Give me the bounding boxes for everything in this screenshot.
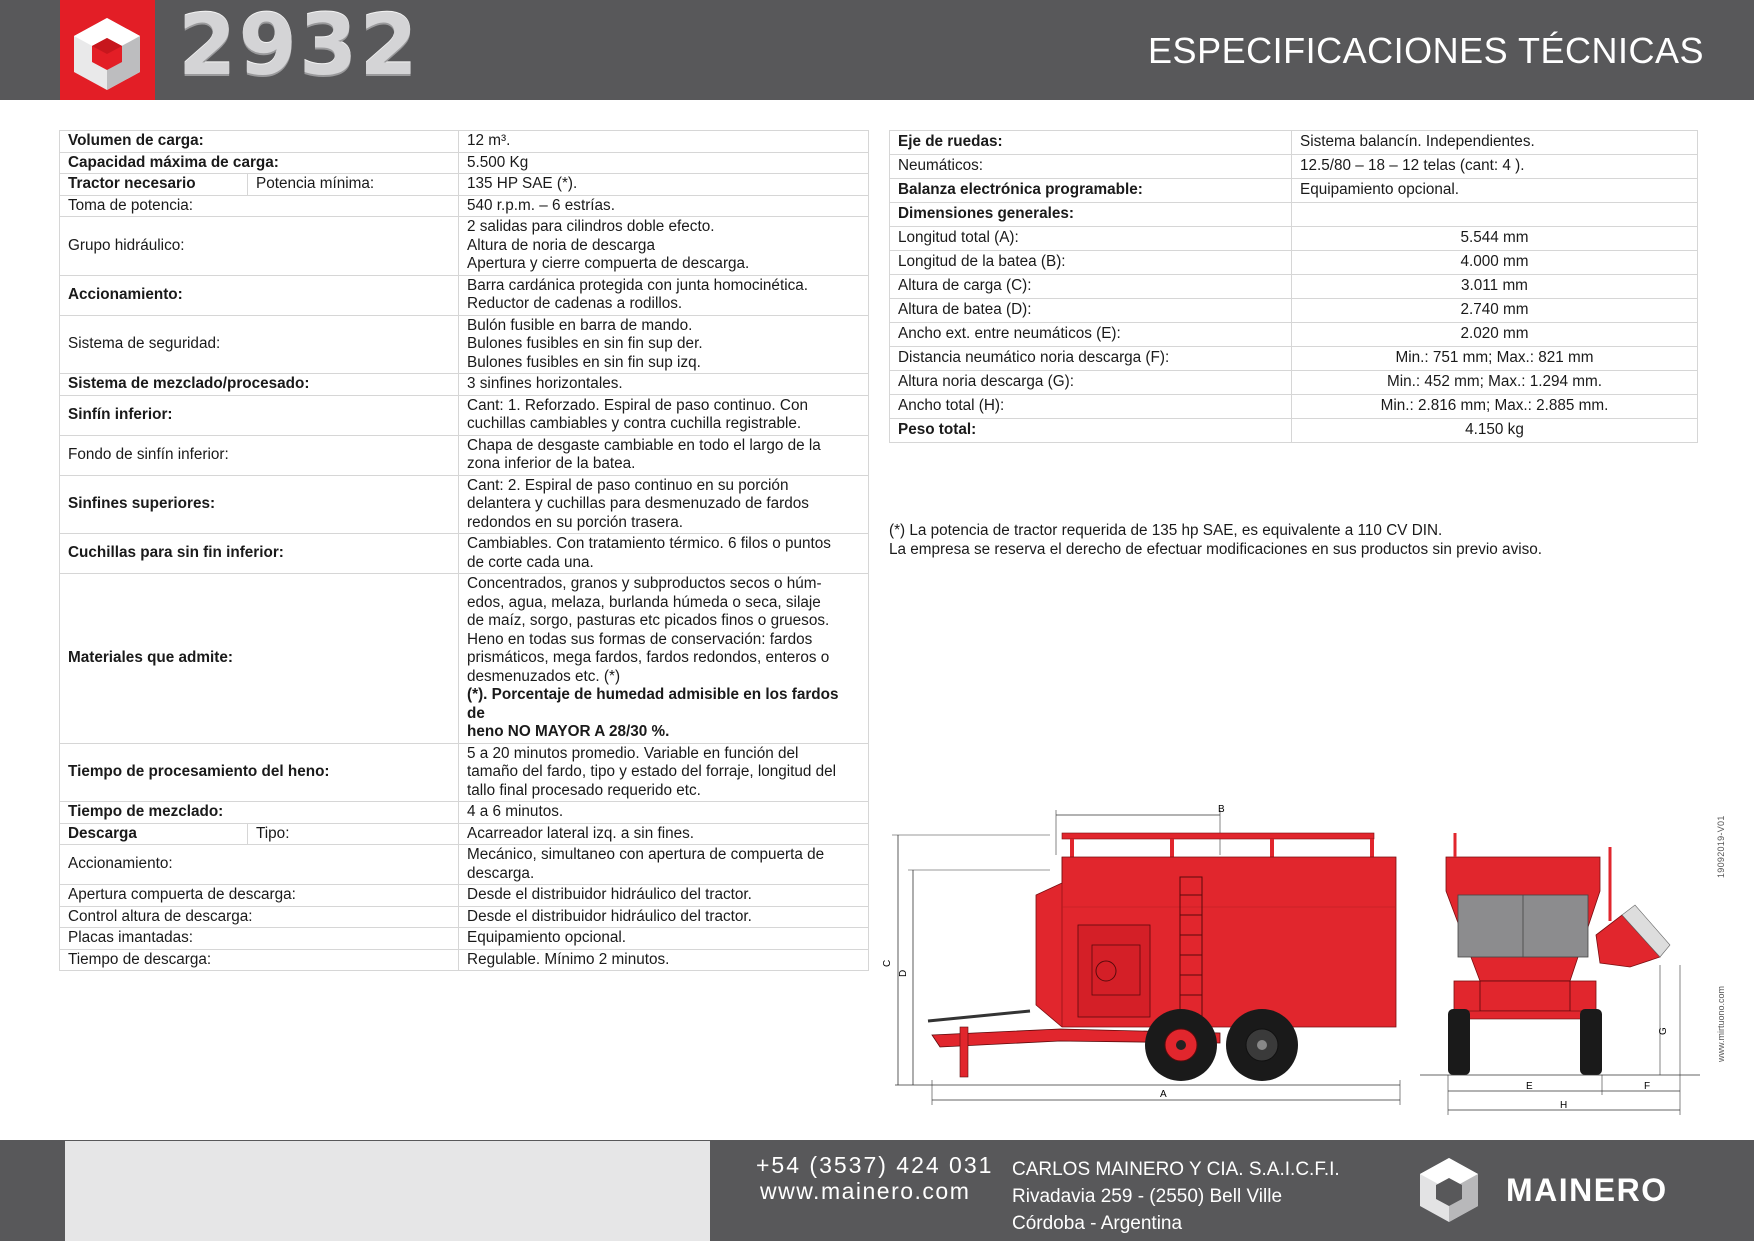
spec-row xyxy=(60,534,869,574)
spec-label: Capacidad máxima de carga: xyxy=(60,152,459,174)
side-view-drawing xyxy=(882,804,1400,1105)
spec-row xyxy=(60,315,869,374)
spec-value: Desde el distribuidor hidráulico del tractor. xyxy=(459,906,869,928)
spec-row xyxy=(60,195,869,217)
spec-label: Longitud de la batea (B): xyxy=(890,251,1292,275)
region: Córdoba - Argentina xyxy=(1012,1213,1183,1234)
footnotes xyxy=(889,522,1542,559)
spec-value: Mecánico, simultaneo con apertura de compuerta de descarga. xyxy=(459,845,869,885)
spec-value: Cant: 1. Reforzado. Espiral de paso continuo. Con cuchillas cambiables y contra cuchilla registrable. xyxy=(459,395,869,435)
dim-label-A: A xyxy=(1160,1089,1167,1100)
spec-value: Cant: 2. Espiral de paso continuo en su porción delantera y cuchillas para desmenuzado de fardos redondos en su porción trasera. xyxy=(459,475,869,534)
spec-row xyxy=(890,371,1698,395)
spec-row xyxy=(60,475,869,534)
spec-row xyxy=(60,949,869,971)
spec-row xyxy=(60,395,869,435)
dim-label-B: B xyxy=(1218,804,1225,815)
footnote-disclaimer: La empresa se reserva el derecho de efectuar modificaciones en sus productos sin previo aviso. xyxy=(889,540,1543,558)
spec-row xyxy=(60,574,869,744)
spec-label: Apertura compuerta de descarga: xyxy=(60,885,459,907)
page-title: ESPECIFICACIONES TÉCNICAS xyxy=(1148,30,1704,71)
spec-value: 540 r.p.m. – 6 estrías. xyxy=(459,195,869,217)
model-number: 2932 xyxy=(178,0,420,94)
spec-label: Accionamiento: xyxy=(60,845,459,885)
spec-value: Min.: 751 mm; Max.: 821 mm xyxy=(1292,347,1698,371)
spec-label: Descarga xyxy=(60,823,248,845)
spec-label: Fondo de sinfín inferior: xyxy=(60,435,459,475)
spec-label: Altura noria descarga (G): xyxy=(890,371,1292,395)
spec-label: Accionamiento: xyxy=(60,275,459,315)
design-credit: www.mirtuono.com xyxy=(1716,985,1726,1062)
spec-value: 135 HP SAE (*). xyxy=(459,174,869,196)
brand-name: MAINERO xyxy=(1506,1172,1668,1208)
spec-row xyxy=(60,435,869,475)
cube-logo-icon xyxy=(60,0,155,100)
spec-row xyxy=(890,299,1698,323)
spec-value: 4.000 mm xyxy=(1292,251,1698,275)
right-spec-table xyxy=(889,130,1698,443)
spec-value: 3 sinfines horizontales. xyxy=(459,374,869,396)
spec-row xyxy=(890,275,1698,299)
spec-row xyxy=(890,227,1698,251)
footer-cube-logo-icon xyxy=(1418,1156,1480,1224)
spec-label: Ancho ext. entre neumáticos (E): xyxy=(890,323,1292,347)
technical-drawings xyxy=(880,795,1700,1130)
spec-label: Sinfín inferior: xyxy=(60,395,459,435)
spec-value: Min.: 2.816 mm; Max.: 2.885 mm. xyxy=(1292,395,1698,419)
company-address xyxy=(1012,1156,1340,1237)
spec-value: Barra cardánica protegida con junta homocinética. Reductor de cadenas a rodillos. xyxy=(459,275,869,315)
spec-value: Min.: 452 mm; Max.: 1.294 mm. xyxy=(1292,371,1698,395)
spec-label: Placas imantadas: xyxy=(60,928,459,950)
spec-label: Eje de ruedas: xyxy=(890,131,1292,155)
spec-label: Altura de batea (D): xyxy=(890,299,1292,323)
spec-value: 4 a 6 minutos. xyxy=(459,802,869,824)
spec-label: Distancia neumático noria descarga (F): xyxy=(890,347,1292,371)
spec-label: Longitud total (A): xyxy=(890,227,1292,251)
spec-row xyxy=(60,885,869,907)
spec-row xyxy=(60,152,869,174)
spec-row xyxy=(890,395,1698,419)
spec-value: Equipamiento opcional. xyxy=(1292,179,1698,203)
spec-label: Tiempo de procesamiento del heno: xyxy=(60,743,459,802)
spec-row xyxy=(890,131,1698,155)
spec-row xyxy=(60,174,869,196)
spec-label: Dimensiones generales: xyxy=(890,203,1292,227)
spec-value xyxy=(1292,203,1698,227)
spec-value: Sistema balancín. Independientes. xyxy=(1292,131,1698,155)
spec-row xyxy=(890,323,1698,347)
spec-label: Tiempo de mezclado: xyxy=(60,802,459,824)
spec-value: 2.740 mm xyxy=(1292,299,1698,323)
footer-light-panel xyxy=(65,1141,710,1241)
dim-label-F: F xyxy=(1644,1081,1651,1092)
spec-row xyxy=(60,802,869,824)
spec-row xyxy=(60,823,869,845)
phone-number: +54 (3537) 424 031 xyxy=(756,1152,994,1178)
spec-row xyxy=(60,217,869,276)
dim-label-C: C xyxy=(882,959,893,967)
spec-value: Desde el distribuidor hidráulico del tractor. xyxy=(459,885,869,907)
spec-label: Tiempo de descarga: xyxy=(60,949,459,971)
spec-value: 3.011 mm xyxy=(1292,275,1698,299)
spec-row xyxy=(60,906,869,928)
spec-value: 12.5/80 – 18 – 12 telas (cant: 4 ). xyxy=(1292,155,1698,179)
spec-label: Grupo hidráulico: xyxy=(60,217,459,276)
spec-label: Cuchillas para sin fin inferior: xyxy=(60,534,459,574)
spec-value: 4.150 kg xyxy=(1292,419,1698,443)
spec-value: Cambiables. Con tratamiento térmico. 6 filos o puntos de corte cada una. xyxy=(459,534,869,574)
company-name: CARLOS MAINERO Y CIA. S.A.I.C.F.I. xyxy=(1012,1159,1340,1180)
dim-label-D: D xyxy=(898,969,909,977)
footnote-power: (*) La potencia de tractor requerida de 135 hp SAE, es equivalente a 110 CV DIN. xyxy=(889,522,1443,539)
spec-value: Regulable. Mínimo 2 minutos. xyxy=(459,949,869,971)
spec-sublabel: Tipo: xyxy=(248,823,459,845)
rear-view-drawing xyxy=(1420,833,1700,1115)
spec-value: 5.544 mm xyxy=(1292,227,1698,251)
spec-value: 12 m³. xyxy=(459,131,869,153)
spec-row xyxy=(60,928,869,950)
spec-label: Volumen de carga: xyxy=(60,131,459,153)
spec-label: Altura de carga (C): xyxy=(890,275,1292,299)
dim-label-G: G xyxy=(1658,1027,1669,1035)
spec-label: Tractor necesario xyxy=(60,174,248,196)
spec-row xyxy=(60,131,869,153)
version-code: 19092019-V01 xyxy=(1716,815,1726,878)
spec-value: Concentrados, granos y subproductos secos o húm- edos, agua, melaza, burlanda húmeda o seca, silaje de maíz, sorgo, pasturas etc picados finos o gruesos. Heno en todas sus formas de conservación: fardos prismáticos, mega fardos, fardos redondos, enteros o desmenuzados etc. (*) (*). Porcentaje de humedad admisible en los fardos de heno NO MAYOR A 28/30 %. xyxy=(459,574,869,744)
spec-label: Control altura de descarga: xyxy=(60,906,459,928)
spec-label: Sistema de mezclado/procesado: xyxy=(60,374,459,396)
spec-row xyxy=(890,419,1698,443)
spec-label: Neumáticos: xyxy=(890,155,1292,179)
spec-label: Balanza electrónica programable: xyxy=(890,179,1292,203)
spec-sublabel: Potencia mínima: xyxy=(248,174,459,196)
spec-label: Peso total: xyxy=(890,419,1292,443)
spec-value: 2 salidas para cilindros doble efecto. Altura de noria de descarga Apertura y cierre compuerta de descarga. xyxy=(459,217,869,276)
spec-row xyxy=(60,743,869,802)
spec-row xyxy=(890,251,1698,275)
spec-row xyxy=(60,374,869,396)
dim-label-H: H xyxy=(1560,1100,1568,1111)
left-spec-table xyxy=(59,130,869,971)
website-link[interactable]: www.mainero.com xyxy=(760,1178,971,1204)
machine-drawing xyxy=(880,795,1700,1125)
spec-value: Equipamiento opcional. xyxy=(459,928,869,950)
dim-label-E: E xyxy=(1526,1081,1533,1092)
spec-value: Bulón fusible en barra de mando. Bulones fusibles en sin fin sup der. Bulones fusibles en sin fin sup izq. xyxy=(459,315,869,374)
spec-row xyxy=(60,275,869,315)
spec-value: Chapa de desgaste cambiable en todo el largo de la zona inferior de la batea. xyxy=(459,435,869,475)
spec-label: Materiales que admite: xyxy=(60,574,459,744)
spec-label: Sistema de seguridad: xyxy=(60,315,459,374)
spec-row xyxy=(890,347,1698,371)
spec-label: Sinfines superiores: xyxy=(60,475,459,534)
spec-row xyxy=(890,203,1698,227)
spec-label: Ancho total (H): xyxy=(890,395,1292,419)
spec-row xyxy=(890,179,1698,203)
brand-logo xyxy=(60,0,155,100)
street-address: Rivadavia 259 - (2550) Bell Ville xyxy=(1012,1186,1283,1207)
spec-row xyxy=(60,845,869,885)
spec-label: Toma de potencia: xyxy=(60,195,459,217)
spec-value: Acarreador lateral izq. a sin fines. xyxy=(459,823,869,845)
spec-value: 2.020 mm xyxy=(1292,323,1698,347)
spec-value: 5 a 20 minutos promedio. Variable en función del tamaño del fardo, tipo y estado del forraje, longitud del tallo final procesado requerido etc. xyxy=(459,743,869,802)
spec-value: 5.500 Kg xyxy=(459,152,869,174)
spec-row xyxy=(890,155,1698,179)
